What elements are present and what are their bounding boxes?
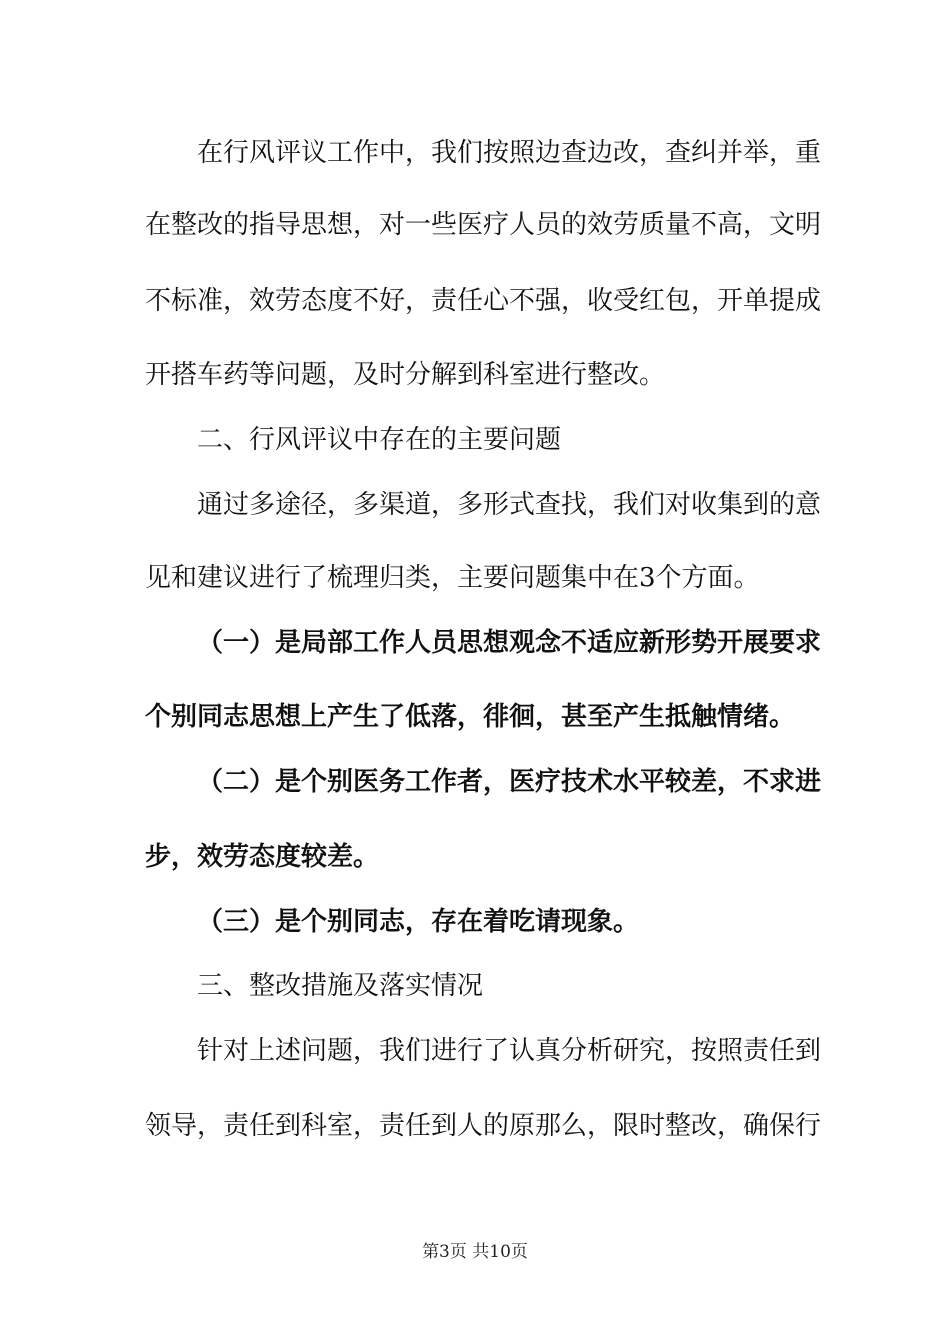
bold-paragraph-line: 个别同志思想上产生了低落，徘徊，甚至产生抵触情绪。 — [145, 702, 796, 732]
paragraph-line: 不标准，效劳态度不好，责任心不强，收受红包，开单提成 — [145, 286, 822, 316]
section-heading: 二、行风评议中存在的主要问题 — [197, 425, 562, 455]
paragraph-line: 开搭车药等问题，及时分解到科室进行整改。 — [145, 360, 666, 390]
paragraph-line: 在整改的指导思想，对一些医疗人员的效劳质量不高，文明 — [145, 210, 822, 240]
paragraph-line: 领导，责任到科室，责任到人的原那么，限时整改，确保行 — [145, 1111, 822, 1141]
paragraph-line: 通过多途径，多渠道，多形式查找，我们对收集到的意 — [197, 490, 822, 520]
bold-paragraph-line: 步，效劳态度较差。 — [145, 842, 380, 872]
bold-paragraph-line: （一）是局部工作人员思想观念不适应新形势开展要求 — [197, 628, 822, 658]
paragraph-line: 在行风评议工作中，我们按照边查边改，查纠并举，重 — [197, 138, 822, 168]
bold-paragraph-line: （二）是个别医务工作者，医疗技术水平较差，不求进 — [197, 767, 822, 797]
page-number-footer: 第3页 共10页 — [422, 1242, 528, 1262]
section-heading: 三、整改措施及落实情况 — [197, 971, 484, 1001]
bold-paragraph-line: （三）是个别同志，存在着吃请现象。 — [197, 907, 640, 937]
paragraph-line: 见和建议进行了梳理归类，主要问题集中在3个方面。 — [145, 563, 760, 593]
paragraph-line: 针对上述问题，我们进行了认真分析研究，按照责任到 — [197, 1036, 822, 1066]
